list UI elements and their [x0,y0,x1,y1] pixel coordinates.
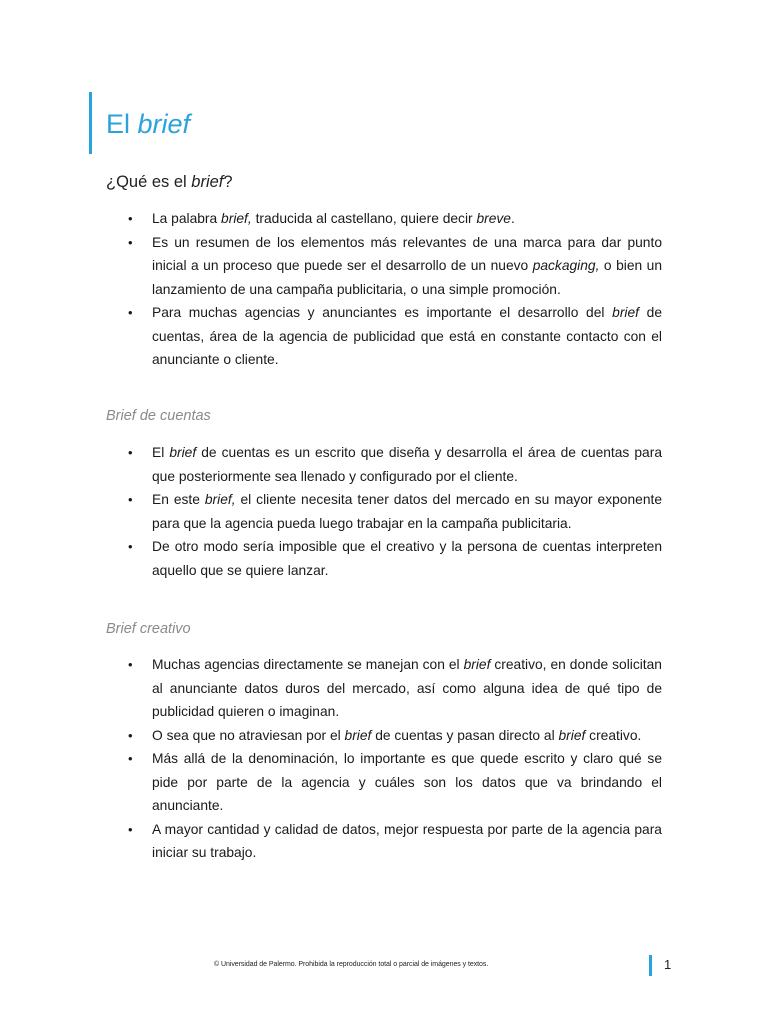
section-heading-brief-cuentas: Brief de cuentas [106,408,211,424]
bullet-icon: • [128,445,133,460]
bullet-list-que-es [128,207,662,372]
list-item: • De otro modo sería imposible que el creativo y la persona de cuentas interpreten aquello que se quiere lanzar. [128,535,662,582]
page-number-accent-bar [649,955,652,976]
list-item: • La palabra brief, traducida al castellano, quiere decir breve. [128,207,662,231]
list-item: • Más allá de la denominación, lo importante es que quede escrito y claro qué se pide por parte de la agencia y cuáles son los datos que va brindando el anunciante. [128,747,662,818]
title-accent-bar [89,92,92,154]
page-title: El brief [106,109,191,139]
bullet-icon: • [128,305,133,320]
list-item: • El brief de cuentas es un escrito que diseña y desarrolla el área de cuentas para que posteriormente sea llenado y configurado por el cliente. [128,441,662,488]
page-number: 1 [664,957,672,972]
bullet-icon: • [128,492,133,507]
section-heading-brief-creativo: Brief creativo [106,621,191,637]
list-item: • En este brief, el cliente necesita tener datos del mercado en su mayor exponente para que la agencia pueda luego trabajar en la campaña publicitaria. [128,488,662,535]
bullet-icon: • [128,727,133,743]
section-heading-que-es: ¿Qué es el brief? [106,173,233,191]
bullet-list-brief-creativo [128,653,662,865]
bullet-icon: • [128,211,133,226]
list-item: • O sea que no atraviesan por el brief de cuentas y pasan directo al brief creativo. [128,724,662,748]
bullet-icon: • [128,751,133,766]
list-item: • Para muchas agencias y anunciantes es importante el desarrollo del brief de cuentas, área de la agencia de publicidad que está en constante contacto con el anunciante o cliente. [128,301,662,372]
footer-copyright: © Universidad de Palermo. Prohibida la reproducción total o parcial de imágenes y textos. [214,961,489,968]
bullet-icon: • [128,539,133,554]
list-item: • A mayor cantidad y calidad de datos, mejor respuesta por parte de la agencia para iniciar su trabajo. [128,818,662,865]
bullet-list-brief-cuentas [128,441,662,582]
list-item: • Muchas agencias directamente se manejan con el brief creativo, en donde solicitan al anunciante datos duros del mercado, así como alguna idea de qué tipo de publicidad quieren o imaginan. [128,653,662,724]
bullet-icon: • [128,234,133,250]
bullet-icon: • [128,821,133,837]
list-item: • Es un resumen de los elementos más relevantes de una marca para dar punto inicial a un proceso que puede ser el desarrollo de un nuevo packaging, o bien un lanzamiento de una campaña publicitaria, o una simple promoción. [128,231,662,302]
bullet-icon: • [128,657,133,672]
